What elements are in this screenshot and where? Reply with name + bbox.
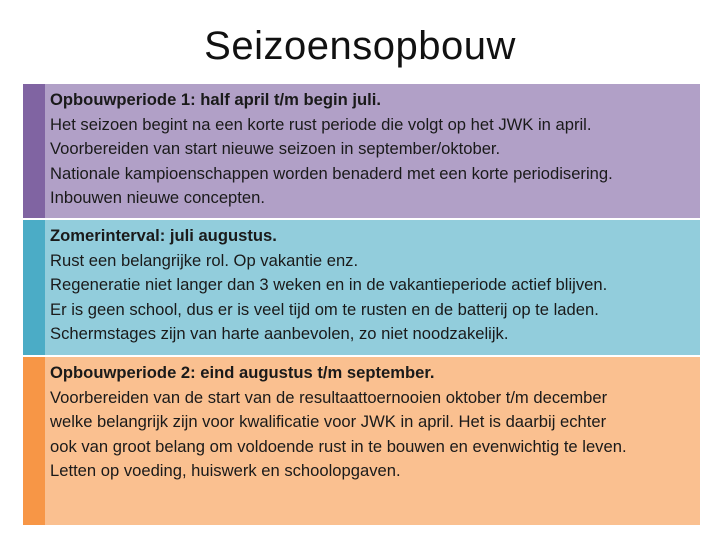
section-accent-bar: [23, 84, 45, 218]
section-zomerinterval: [23, 220, 700, 355]
section-line: Nationale kampioenschappen worden benaderd met een korte periodisering.: [50, 163, 613, 183]
section-line: Voorbereiden van de start van de resultaattoernooien oktober t/m december: [50, 387, 608, 407]
section-accent-bar: [23, 220, 45, 355]
section-line: Er is geen school, dus er is veel tijd om te rusten en de batterij op te laden.: [50, 299, 599, 319]
section-line: Inbouwen nieuwe concepten.: [50, 188, 265, 208]
section-text: [50, 361, 694, 484]
section-opbouwperiode-1: [23, 84, 700, 218]
section-accent-bar: [23, 357, 45, 525]
slide-title: Seizoensopbouw: [204, 24, 516, 68]
section-heading: Zomerinterval: juli augustus.: [50, 226, 277, 245]
section-line: Het seizoen begint na een korte rust periode die volgt op het JWK in april.: [50, 114, 592, 134]
section-text: [50, 88, 694, 211]
section-line: Voorbereiden van start nieuwe seizoen in september/oktober.: [50, 139, 501, 159]
section-opbouwperiode-2: [23, 357, 700, 525]
section-text: [50, 224, 694, 347]
section-line: Schermstages zijn van harte aanbevolen, zo niet noodzakelijk.: [50, 324, 509, 344]
section-line: ook van groot belang om voldoende rust in te bouwen en evenwichtig te leven.: [50, 436, 627, 456]
section-heading: Opbouwperiode 1: half april t/m begin juli.: [50, 90, 381, 109]
section-heading: Opbouwperiode 2: eind augustus t/m september.: [50, 363, 435, 382]
section-line: welke belangrijk zijn voor kwalificatie voor JWK in april. Het is daarbij echter: [50, 412, 607, 432]
section-line: Rust een belangrijke rol. Op vakantie enz.: [50, 250, 359, 270]
section-line: Letten op voeding, huiswerk en schoolopgaven.: [50, 461, 401, 481]
section-line: Regeneratie niet langer dan 3 weken en in de vakantieperiode actief blijven.: [50, 275, 608, 295]
